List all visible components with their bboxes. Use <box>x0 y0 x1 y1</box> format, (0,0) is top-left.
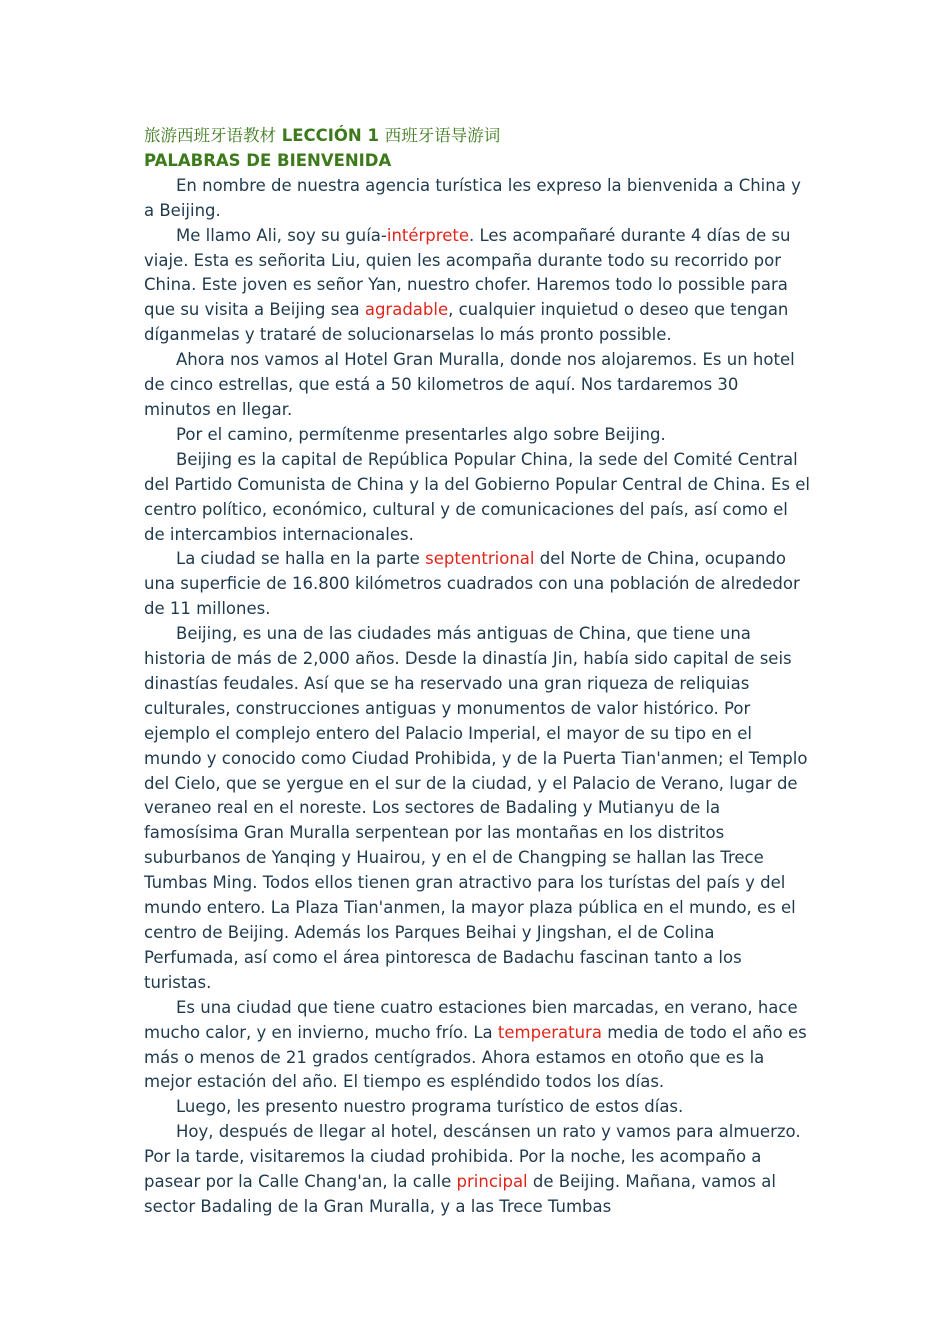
highlighted-term: principal <box>456 1172 528 1192</box>
paragraph-text: de Beijing. Mañana, vamos al sector Badaling de la Gran Muralla, y a las Trece Tumbas <box>144 1172 776 1216</box>
paragraph-text: Ahora nos vamos al Hotel Gran Muralla, donde nos alojaremos. Es un hotel de cinco estrellas, que está a 50 kilometros de aquí. Nos tardaremos 30 minutos en llegar. <box>144 350 795 419</box>
paragraph-text: , cualquier inquietud o deseo que tengan díganmelas y trataré de solucionarselas lo más pronto possible. <box>144 300 789 345</box>
paragraph-text: Beijing, es una de las ciudades más antiguas de China, que tiene una historia de más de 2,000 años. Desde la dinastía Jin, había sido capital de seis dinastías feudales. Así que se ha reservado una gran riqueza de reliquias culturales, construcciones antiguas y monumentos de valor histórico. Por ejemplo el complejo entero del Palacio Imperial, el mayor de su tipo en el mundo y conocido como Ciudad Prohibida, y de la Puerta Tian'anmen; el Templo del Cielo, que se yergue en el sur de la ciudad, y el Palacio de Verano, lugar de veraneo real en el noreste. Los sectores de Badaling y Mutianyu de la famosísima Gran Muralla serpentean por las montañas en los distritos suburbanos de Yanqing y Huairou, y en el de Changping se hallan las Trece Tumbas Ming. Todos ellos tienen gran atractivo para los turístas del país y del mundo entero. La Plaza Tian'anmen, la mayor plaza pública en el mundo, es el centro de Beijing. Además los Parques Beihai y Jingshan, el de Colina Perfumada, así como el área pintoresca de Badachu fascinan tanto a los turistas. <box>144 624 808 992</box>
paragraph-text: Luego, les presento nuestro programa turístico de estos días. <box>176 1097 684 1117</box>
paragraph <box>144 547 810 622</box>
paragraph-text: Es una ciudad que tiene cuatro estaciones bien marcadas, en verano, hace mucho calor, y en invierno, mucho frío. La <box>144 997 798 1042</box>
paragraph <box>144 1120 810 1220</box>
title-lesson-number: LECCIÓN 1 <box>281 126 379 145</box>
paragraph-text: Hoy, después de llegar al hotel, descánsen un rato y vamos para almuerzo. Por la tarde, visitaremos la ciudad prohibida. Por la noche, les acompaño a pasear por la Calle Chang'an, la calle <box>144 1122 801 1192</box>
title-chinese-suffix: 西班牙语导游词 <box>384 126 501 145</box>
paragraph-text: del Norte de China, ocupando una superficie de 16.800 kilómetros cuadrados con una población de alrededor de 11 millones. <box>144 549 800 619</box>
highlighted-term: temperatura <box>497 1022 602 1042</box>
paragraph <box>144 448 810 548</box>
paragraph <box>144 622 810 996</box>
highlighted-term: intérprete <box>386 225 469 245</box>
paragraph-text: La ciudad se halla en la parte <box>176 549 426 569</box>
paragraph <box>144 348 810 423</box>
paragraph-text: Beijing es la capital de República Popular China, la sede del Comité Central del Partido Comunista de China y la del Gobierno Popular Central de China. Es el centro político, económico, cultural y de comunicaciones del país, así como el de intercambios internacionales. <box>144 449 810 544</box>
paragraph <box>144 224 810 349</box>
paragraph-text: Me llamo Ali, soy su guía- <box>176 225 387 245</box>
paragraph-text: En nombre de nuestra agencia turística les expreso la bienvenida a China y a Beijing. <box>144 175 801 220</box>
highlighted-term: septentrional <box>425 549 535 569</box>
document-page <box>144 124 810 1220</box>
paragraph <box>144 174 810 224</box>
paragraph-text: Por el camino, permítenme presentarles algo sobre Beijing. <box>176 424 666 444</box>
highlighted-term: agradable <box>364 300 449 320</box>
section-heading: PALABRAS DE BIENVENIDA <box>144 150 392 170</box>
paragraph <box>144 1095 810 1120</box>
paragraph <box>144 996 810 1096</box>
document-title <box>144 124 810 149</box>
body-text <box>144 174 810 1220</box>
paragraph-text: media de todo el año es más o menos de 21 grados centígrados. Ahora estamos en otoño que es la mejor estación del año. El tiempo es espléndido todos los días. <box>144 1022 807 1092</box>
title-chinese-prefix: 旅游西班牙语教材 <box>144 126 276 145</box>
paragraph <box>144 423 810 448</box>
paragraph-text: . Les acompañaré durante 4 días de su viaje. Esta es señorita Liu, quien les acompaña durante todo su recorrido por China. Este joven es señor Yan, nuestro chofer. Haremos todo lo possible para que su visita a Beijing sea <box>144 225 791 320</box>
